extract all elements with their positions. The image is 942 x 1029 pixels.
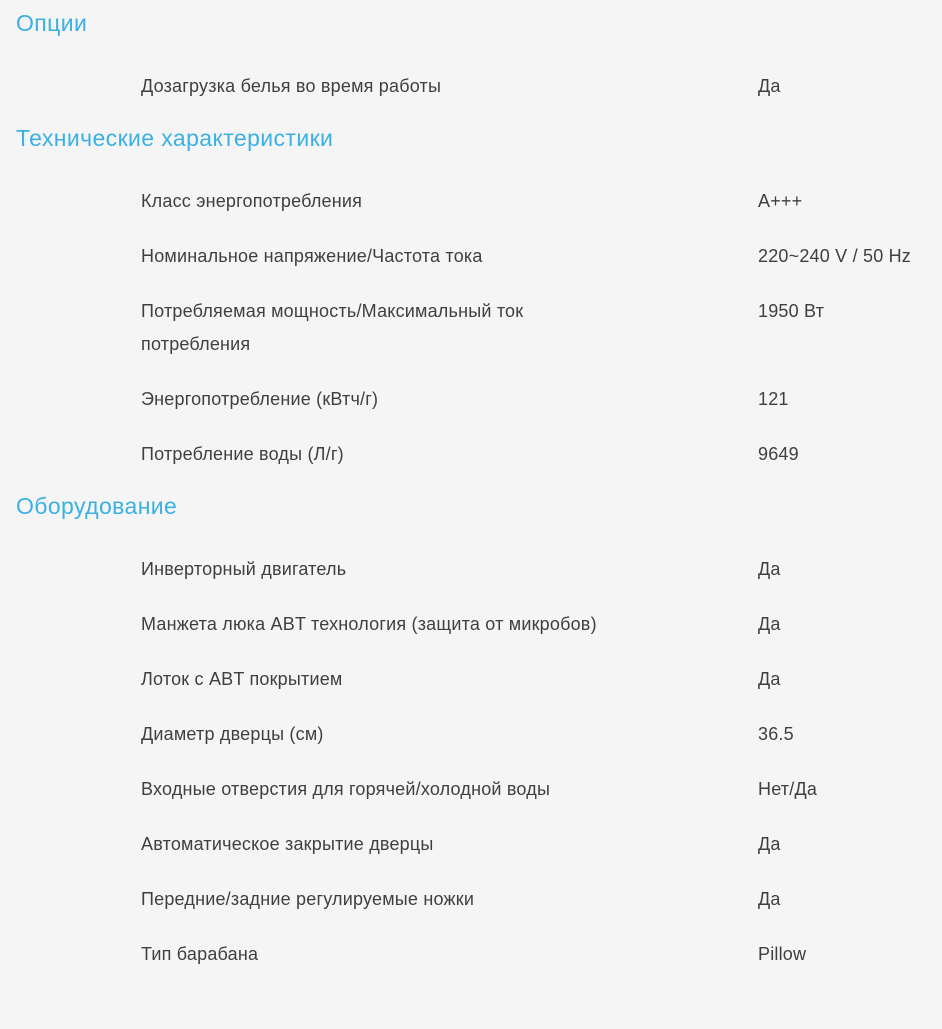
section-rows xyxy=(16,185,942,471)
spec-row xyxy=(16,773,942,806)
spec-row xyxy=(16,938,942,971)
spec-label: Потребление воды (Л/г) xyxy=(141,444,344,464)
spec-row xyxy=(16,828,942,861)
spec-value: 9649 xyxy=(758,444,799,464)
spec-row xyxy=(16,240,942,273)
spec-row xyxy=(16,438,942,471)
spec-label: Манжета люка ABT технология (защита от микробов) xyxy=(141,614,597,634)
spec-row xyxy=(16,608,942,641)
spec-label: Энергопотребление (кВтч/г) xyxy=(141,389,379,409)
spec-label: Потребляемая мощность/Максимальный ток потребления xyxy=(141,301,524,354)
section-rows xyxy=(16,70,942,103)
spec-row xyxy=(16,185,942,218)
spec-row xyxy=(16,663,942,696)
spec-label: Инверторный двигатель xyxy=(141,559,347,579)
spec-section xyxy=(16,493,942,971)
spec-value: A+++ xyxy=(758,191,803,211)
spec-value: Да xyxy=(758,889,781,909)
spec-label: Тип барабана xyxy=(141,944,259,964)
spec-label: Входные отверстия для горячей/холодной воды xyxy=(141,779,551,799)
section-rows xyxy=(16,553,942,971)
spec-label: Передние/задние регулируемые ножки xyxy=(141,889,475,909)
spec-row xyxy=(16,70,942,103)
spec-row xyxy=(16,718,942,751)
spec-row xyxy=(16,383,942,416)
spec-value: Да xyxy=(758,669,781,689)
spec-label: Автоматическое закрытие дверцы xyxy=(141,834,434,854)
spec-label: Дозагрузка белья во время работы xyxy=(141,76,442,96)
spec-value: Да xyxy=(758,559,781,579)
spec-label: Диаметр дверцы (см) xyxy=(141,724,324,744)
spec-value: Да xyxy=(758,76,781,96)
spec-value: 1950 Вт xyxy=(758,301,825,321)
spec-row xyxy=(16,295,942,361)
spec-section xyxy=(16,125,942,471)
spec-row xyxy=(16,553,942,586)
spec-section xyxy=(16,10,942,103)
spec-value: Нет/Да xyxy=(758,779,818,799)
spec-label: Класс энергопотребления xyxy=(141,191,363,211)
spec-row xyxy=(16,883,942,916)
spec-value: 121 xyxy=(758,389,789,409)
spec-value: 36.5 xyxy=(758,724,794,744)
spec-value: 220~240 V / 50 Hz xyxy=(758,246,912,266)
spec-value: Pillow xyxy=(758,944,807,964)
spec-value: Да xyxy=(758,834,781,854)
section-title: Опции xyxy=(16,10,88,36)
spec-label: Номинальное напряжение/Частота тока xyxy=(141,246,483,266)
spec-value: Да xyxy=(758,614,781,634)
section-title: Оборудование xyxy=(16,493,178,519)
spec-label: Лоток с ABT покрытием xyxy=(141,669,343,689)
section-title: Технические характеристики xyxy=(16,125,334,151)
